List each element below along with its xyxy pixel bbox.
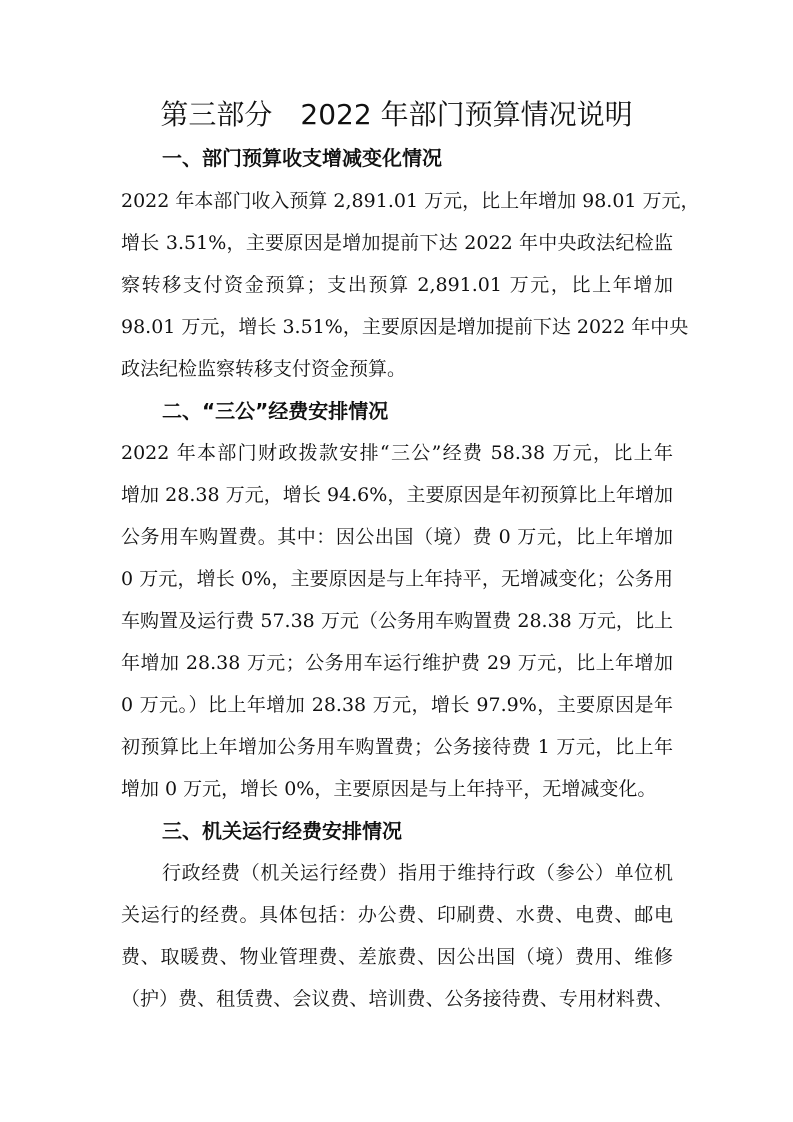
paragraph-line: 2022 年本部门财政拨款安排“三公”经费 58.38 万元，比上年 [121,442,673,464]
paragraph-line: 2022 年本部门收入预算 2,891.01 万元，比上年增加 98.01 万元， [121,190,700,212]
paragraph-line: 公务用车购置费。其中：因公出国（境）费 0 万元，比上年增加 [121,526,673,548]
paragraph-line: 关运行的经费。具体包括：办公费、印刷费、水费、电费、邮电 [121,904,673,926]
section-heading-budget-changes: 一、部门预算收支增减变化情况 [162,146,442,170]
paragraph-line: 0 万元。）比上年增加 28.38 万元，增长 97.9%，主要原因是年 [121,694,673,716]
paragraph-line: 初预算比上年增加公务用车购置费；公务接待费 1 万元，比上年 [121,736,673,758]
paragraph-line: 察转移支付资金预算；支出预算 2,891.01 万元，比上年增加 [121,274,673,296]
paragraph-line: 98.01 万元，增长 3.51%，主要原因是增加提前下达 2022 年中央 [121,316,689,338]
paragraph-line: 增加 28.38 万元，增长 94.6%，主要原因是年初预算比上年增加 [121,484,673,506]
paragraph-line: 增加 0 万元，增长 0%，主要原因是与上年持平，无增减变化。 [121,778,657,800]
paragraph-line: 行政经费（机关运行经费）指用于维持行政（参公）单位机 [162,862,673,884]
paragraph-line: 增长 3.51%，主要原因是增加提前下达 2022 年中央政法纪检监 [121,232,673,254]
page-title: 第三部分 2022 年部门预算情况说明 [160,98,633,131]
paragraph-line: 费、取暖费、物业管理费、差旅费、因公出国（境）费用、维修 [121,946,673,968]
section-heading-three-public-expenses: 二、“三公”经费安排情况 [162,399,389,423]
paragraph-line: 0 万元，增长 0%，主要原因是与上年持平，无增减变化；公务用 [121,568,673,590]
paragraph-line: 年增加 28.38 万元；公务用车运行维护费 29 万元，比上年增加 [121,652,673,674]
paragraph-line: 政法纪检监察转移支付资金预算。 [121,358,407,380]
section-heading-operating-expenses: 三、机关运行经费安排情况 [162,819,402,843]
paragraph-line: 车购置及运行费 57.38 万元（公务用车购置费 28.38 万元，比上 [121,610,673,632]
paragraph-line: （护）费、租赁费、会议费、培训费、公务接待费、专用材料费、 [121,988,673,1010]
